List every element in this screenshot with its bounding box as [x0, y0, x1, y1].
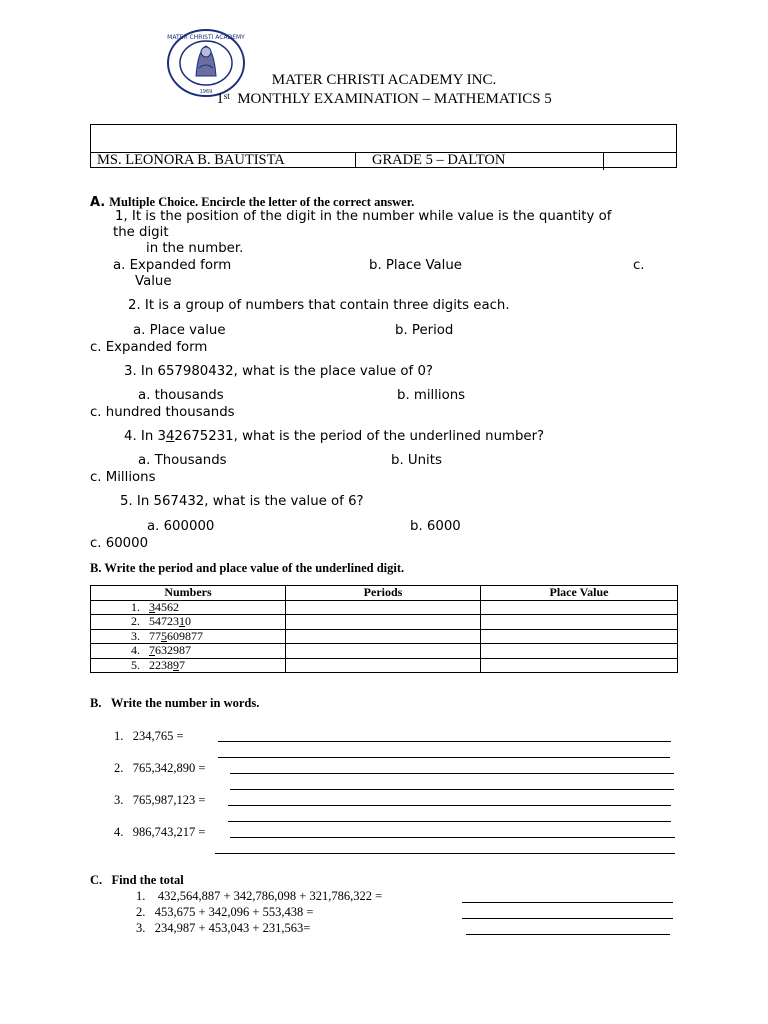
period-place-value-table [90, 585, 678, 673]
place-value-answer-cell[interactable] [481, 629, 678, 644]
name-info-box [90, 124, 677, 168]
place-value-answer-cell[interactable] [481, 600, 678, 615]
answer-line[interactable] [230, 773, 674, 774]
total-answer-line[interactable] [466, 934, 670, 935]
q1-choice-c: c. [633, 258, 645, 273]
q4-choice-c: c. Millions [90, 470, 156, 485]
place-value-answer-cell[interactable] [481, 658, 678, 673]
q2-choice-a: a. Place value [133, 323, 226, 338]
grade-section: GRADE 5 – DALTON [372, 152, 506, 168]
answer-line[interactable] [228, 805, 671, 806]
period-answer-cell[interactable] [286, 600, 481, 615]
q2-choice-c: c. Expanded form [90, 340, 208, 355]
total-item-3: 3. 234,987 + 453,043 + 231,563= [136, 921, 311, 935]
number-cell: 2. 5472310 [91, 615, 286, 630]
exam-title: 1st MONTHLY EXAMINATION – MATHEMATICS 5 [216, 91, 552, 107]
q1-choice-c-text: Value [135, 274, 172, 289]
school-name: MATER CHRISTI ACADEMY INC. [271, 72, 497, 88]
table-row [91, 615, 678, 630]
q1-choice-b: b. Place Value [369, 258, 462, 273]
words-item-4: 4. 986,743,217 = [114, 825, 206, 839]
section-b2-heading: B. Write the number in words. [90, 696, 260, 710]
number-cell: 5. 223897 [91, 658, 286, 673]
q5-choice-c: c. 60000 [90, 536, 149, 551]
q5-choice-b: b. 6000 [410, 519, 461, 534]
number-cell: 1. 34562 [91, 600, 286, 615]
place-value-answer-cell[interactable] [481, 644, 678, 659]
col-header-place-value: Place Value [481, 586, 678, 601]
q4-text: 4. In 342675231, what is the period of the underlined number? [124, 429, 545, 444]
answer-line[interactable] [218, 741, 671, 742]
period-answer-cell[interactable] [286, 629, 481, 644]
words-item-1: 1. 234,765 = [114, 729, 184, 743]
q2-text: 2. It is a group of numbers that contain three digits each. [128, 298, 510, 313]
q3-choice-b: b. millions [397, 388, 466, 403]
period-answer-cell[interactable] [286, 615, 481, 630]
section-b1-heading: B. Write the period and place value of the underlined digit. [90, 561, 405, 575]
period-answer-cell[interactable] [286, 658, 481, 673]
table-row [91, 644, 678, 659]
number-cell: 3. 775609877 [91, 629, 286, 644]
answer-line[interactable] [218, 757, 670, 758]
total-item-2: 2. 453,675 + 342,096 + 553,438 = [136, 905, 314, 919]
answer-line[interactable] [230, 837, 675, 838]
number-cell: 4. 7632987 [91, 644, 286, 659]
period-answer-cell[interactable] [286, 644, 481, 659]
q1-text-line1: 1, It is the position of the digit in the number while value is the quantity of [115, 209, 612, 224]
total-answer-line[interactable] [462, 902, 673, 903]
q3-choice-a: a. thousands [138, 388, 224, 403]
table-row [91, 600, 678, 615]
answer-line[interactable] [230, 789, 674, 790]
words-item-2: 2. 765,342,890 = [114, 761, 206, 775]
q4-choice-a: a. Thousands [138, 453, 227, 468]
q1-text-line2: the digit [113, 225, 169, 240]
teacher-name: MS. LEONORA B. BAUTISTA [97, 152, 285, 168]
total-answer-line[interactable] [462, 918, 673, 919]
total-item-1: 1. 432,564,887 + 342,786,098 + 321,786,322 = [136, 889, 383, 903]
col-header-periods: Periods [286, 586, 481, 601]
q4-choice-b: b. Units [391, 453, 442, 468]
section-c-heading: C. Find the total [90, 873, 184, 887]
q2-choice-b: b. Period [395, 323, 454, 338]
table-row [91, 629, 678, 644]
q5-choice-a: a. 600000 [147, 519, 215, 534]
svg-text:MATER CHRISTI ACADEMY: MATER CHRISTI ACADEMY [167, 34, 245, 41]
words-item-3: 3. 765,987,123 = [114, 793, 206, 807]
answer-line[interactable] [228, 821, 671, 822]
svg-text:1969: 1969 [199, 89, 213, 95]
q3-text: 3. In 657980432, what is the place value of 0? [124, 364, 433, 379]
q1-text-line3: in the number. [146, 241, 244, 256]
table-row [91, 658, 678, 673]
place-value-answer-cell[interactable] [481, 615, 678, 630]
q5-text: 5. In 567432, what is the value of 6? [120, 494, 364, 509]
q3-choice-c: c. hundred thousands [90, 405, 235, 420]
col-header-numbers: Numbers [91, 586, 286, 601]
section-a-heading: A. Multiple Choice. Encircle the letter of the correct answer. [90, 195, 415, 210]
answer-line[interactable] [215, 853, 675, 854]
q1-choice-a: a. Expanded form [113, 258, 232, 273]
